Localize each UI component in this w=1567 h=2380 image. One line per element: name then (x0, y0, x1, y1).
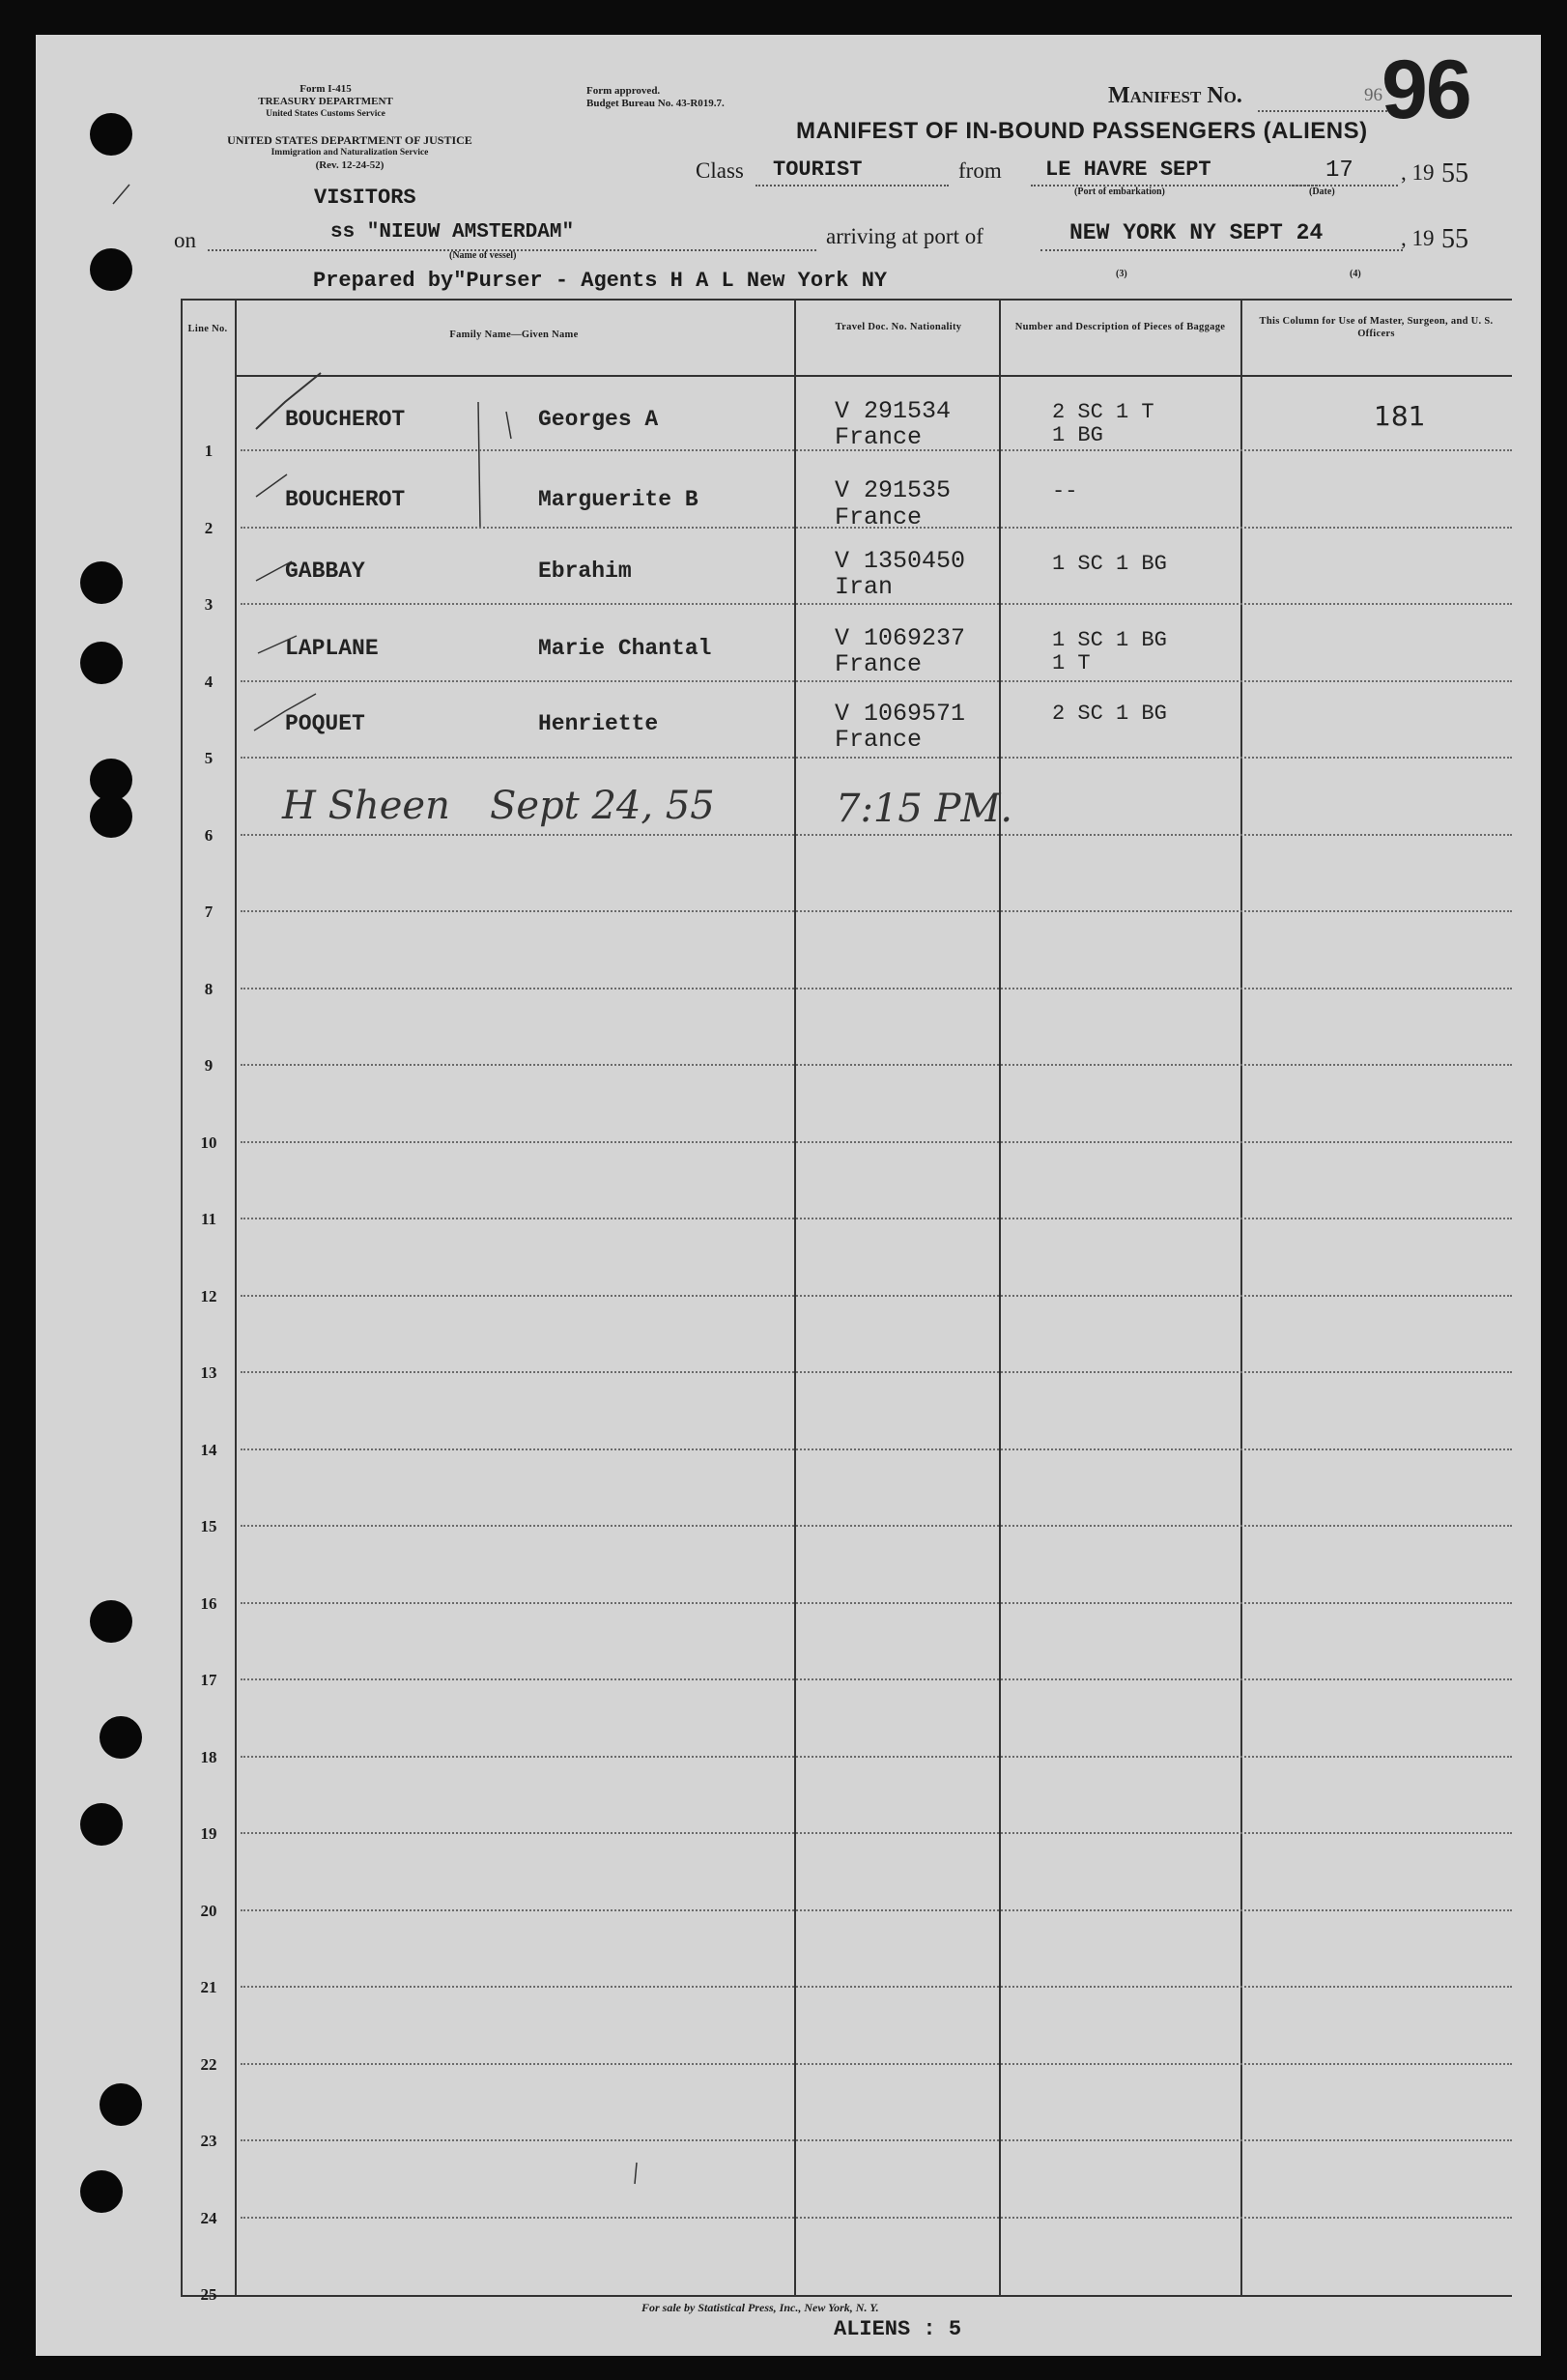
prepared-by: Prepared by"Purser - Agents H A L New York NY (313, 269, 888, 293)
check-mark (254, 694, 316, 731)
baggage: 2 SC 1 BG (1052, 702, 1167, 726)
travel-doc: V 1350450 (835, 547, 966, 575)
handwritten-date: Sept 24, 55 (490, 784, 715, 828)
line-number: 14 (200, 1440, 217, 1459)
line-number: 20 (200, 1901, 217, 1920)
line-number: 19 (200, 1824, 217, 1843)
travel-doc: V 1069237 (835, 624, 966, 652)
row-rule (241, 1141, 1512, 1143)
row-rule (241, 1909, 1512, 1911)
nationality: France (835, 423, 923, 451)
baggage: 2 SC 1 T (1052, 400, 1154, 424)
justice-dept: UNITED STATES DEPARTMENT OF JUSTICE (227, 133, 472, 147)
line-number: 23 (200, 2132, 217, 2150)
row-rule (241, 1218, 1512, 1219)
line-number: 7 (204, 903, 214, 921)
line-number: 4 (204, 672, 214, 691)
officer-note: 181 (1374, 400, 1426, 432)
pen-stroke (478, 402, 480, 528)
line-number: 16 (200, 1593, 217, 1613)
col-header-doc: Travel Doc. No. Nationality (835, 322, 962, 332)
line-number: 22 (200, 2054, 217, 2074)
row-rule (241, 1371, 1512, 1373)
pen-stroke (113, 185, 129, 204)
line-number: 12 (200, 1286, 217, 1305)
manifest-no-small: 96 (1364, 85, 1382, 105)
row-rule (241, 1678, 1512, 1680)
check-mark (256, 561, 292, 581)
row-rule (241, 910, 1512, 912)
given-name: Marie Chantal (538, 636, 712, 661)
row-rule (241, 1525, 1512, 1527)
line-number: 15 (200, 1517, 217, 1535)
family-name: BOUCHEROT (285, 407, 406, 432)
handwritten-marks (36, 35, 1541, 2356)
col-header-name: Family Name—Given Name (449, 330, 579, 340)
col3-caption: (3) (1116, 269, 1127, 279)
arriving-label: arriving at port of (826, 224, 983, 248)
baggage-extra: 1 T (1052, 651, 1091, 675)
handwritten-time: 7:15 PM. (836, 787, 1013, 831)
year-value: 55 (1441, 158, 1468, 188)
given-name: Georges A (538, 407, 659, 432)
pen-stroke (635, 2163, 637, 2184)
form-number: Form I-415 (299, 83, 352, 95)
row-rule (241, 1064, 1512, 1066)
ins-service: Immigration and Naturalization Service (271, 148, 429, 158)
given-name: Marguerite B (538, 487, 698, 512)
row-rule (241, 1756, 1512, 1758)
pen-stroke (506, 412, 511, 439)
arrival-value: NEW YORK NY SEPT 24 (1069, 220, 1324, 245)
vessel-name: ss "NIEUW AMSTERDAM" (330, 221, 575, 244)
line-number: 2 (204, 518, 214, 537)
handwritten-signature: H Sheen (282, 784, 450, 828)
row-rule (241, 757, 1512, 759)
line-number: 21 (200, 1978, 217, 1996)
revision: (Rev. 12-24-52) (315, 159, 385, 171)
family-name: GABBAY (285, 559, 365, 584)
class-value: TOURIST (773, 158, 863, 182)
given-name: Henriette (538, 711, 659, 736)
line-number: 18 (200, 1747, 217, 1766)
row-rule (241, 527, 1512, 529)
row-rule (241, 2063, 1512, 2065)
check-mark (256, 474, 287, 497)
nationality: France (835, 726, 923, 754)
line-number: 11 (200, 1210, 217, 1228)
budget-bureau: Budget Bureau No. 43-R019.7. (586, 98, 725, 109)
nationality: France (835, 650, 923, 678)
date-caption: (Date) (1309, 186, 1335, 197)
line-number: 9 (204, 1056, 214, 1075)
family-name: LAPLANE (285, 636, 379, 661)
baggage-extra: 1 BG (1052, 423, 1103, 447)
row-rule (241, 1448, 1512, 1450)
line-number: 13 (200, 1363, 217, 1382)
visitors-label: VISITORS (314, 186, 416, 210)
footer-aliens: ALIENS : 5 (834, 2317, 962, 2341)
form-approved: Form approved. (586, 85, 661, 97)
nationality: Iran (835, 573, 894, 601)
on-label: on (174, 228, 196, 252)
treasury-dept: TREASURY DEPARTMENT (258, 96, 393, 107)
arrival-year-prefix: , 19 (1401, 226, 1435, 250)
port-caption: (Port of embarkation) (1074, 186, 1165, 197)
col-header-officers: This Column for Use of Master, Surgeon, and U. S. Officers (1259, 316, 1494, 339)
row-rule (241, 603, 1512, 605)
day-value: 17 (1325, 158, 1353, 184)
line-number: 5 (204, 749, 214, 767)
row-rule (241, 1602, 1512, 1604)
manifest-no-big: 96 (1382, 43, 1470, 136)
line-number: 17 (200, 1671, 217, 1689)
baggage: 1 SC 1 BG (1052, 552, 1167, 576)
col4-caption: (4) (1350, 269, 1361, 279)
col-header-line: Line No. (187, 324, 228, 334)
manifest-page (36, 35, 1541, 2356)
from-label: from (958, 158, 1002, 183)
manifest-no-label: Manifest No. (1108, 83, 1242, 108)
travel-doc: V 291535 (835, 476, 952, 504)
nationality: France (835, 503, 923, 531)
row-rule (241, 988, 1512, 989)
footer-sale: For sale by Statistical Press, Inc., New York, N. Y. (641, 2301, 879, 2314)
col-header-baggage: Number and Description of Pieces of Baggage (1014, 322, 1226, 332)
customs-service: United States Customs Service (266, 109, 385, 119)
line-number: 3 (204, 595, 214, 614)
check-mark (258, 636, 297, 653)
row-rule (241, 449, 1512, 451)
line-number: 1 (204, 442, 214, 460)
travel-doc: V 1069571 (835, 700, 966, 728)
family-name: POQUET (285, 711, 365, 736)
year-prefix: , 19 (1401, 160, 1435, 185)
baggage: -- (1052, 479, 1078, 503)
row-rule (241, 2217, 1512, 2219)
line-number: 24 (200, 2208, 217, 2227)
line-number: 25 (200, 2285, 217, 2304)
line-number: 8 (204, 979, 214, 998)
family-name: BOUCHEROT (285, 487, 406, 512)
row-rule (241, 2139, 1512, 2141)
baggage: 1 SC 1 BG (1052, 628, 1167, 652)
row-rule (241, 834, 1512, 836)
row-rule (241, 1832, 1512, 1834)
port-value: LE HAVRE SEPT (1045, 158, 1211, 182)
travel-doc: V 291534 (835, 397, 952, 425)
manifest-title: MANIFEST OF IN-BOUND PASSENGERS (ALIENS) (796, 118, 1368, 144)
arrival-year-value: 55 (1441, 224, 1468, 254)
row-rule (241, 1986, 1512, 1988)
line-number: 6 (204, 825, 214, 845)
class-label: Class (696, 158, 744, 183)
vessel-caption: (Name of vessel) (449, 250, 517, 261)
row-rule (241, 680, 1512, 682)
row-rule (241, 1295, 1512, 1297)
check-mark (256, 373, 321, 429)
line-number: 10 (200, 1133, 217, 1152)
given-name: Ebrahim (538, 559, 632, 584)
